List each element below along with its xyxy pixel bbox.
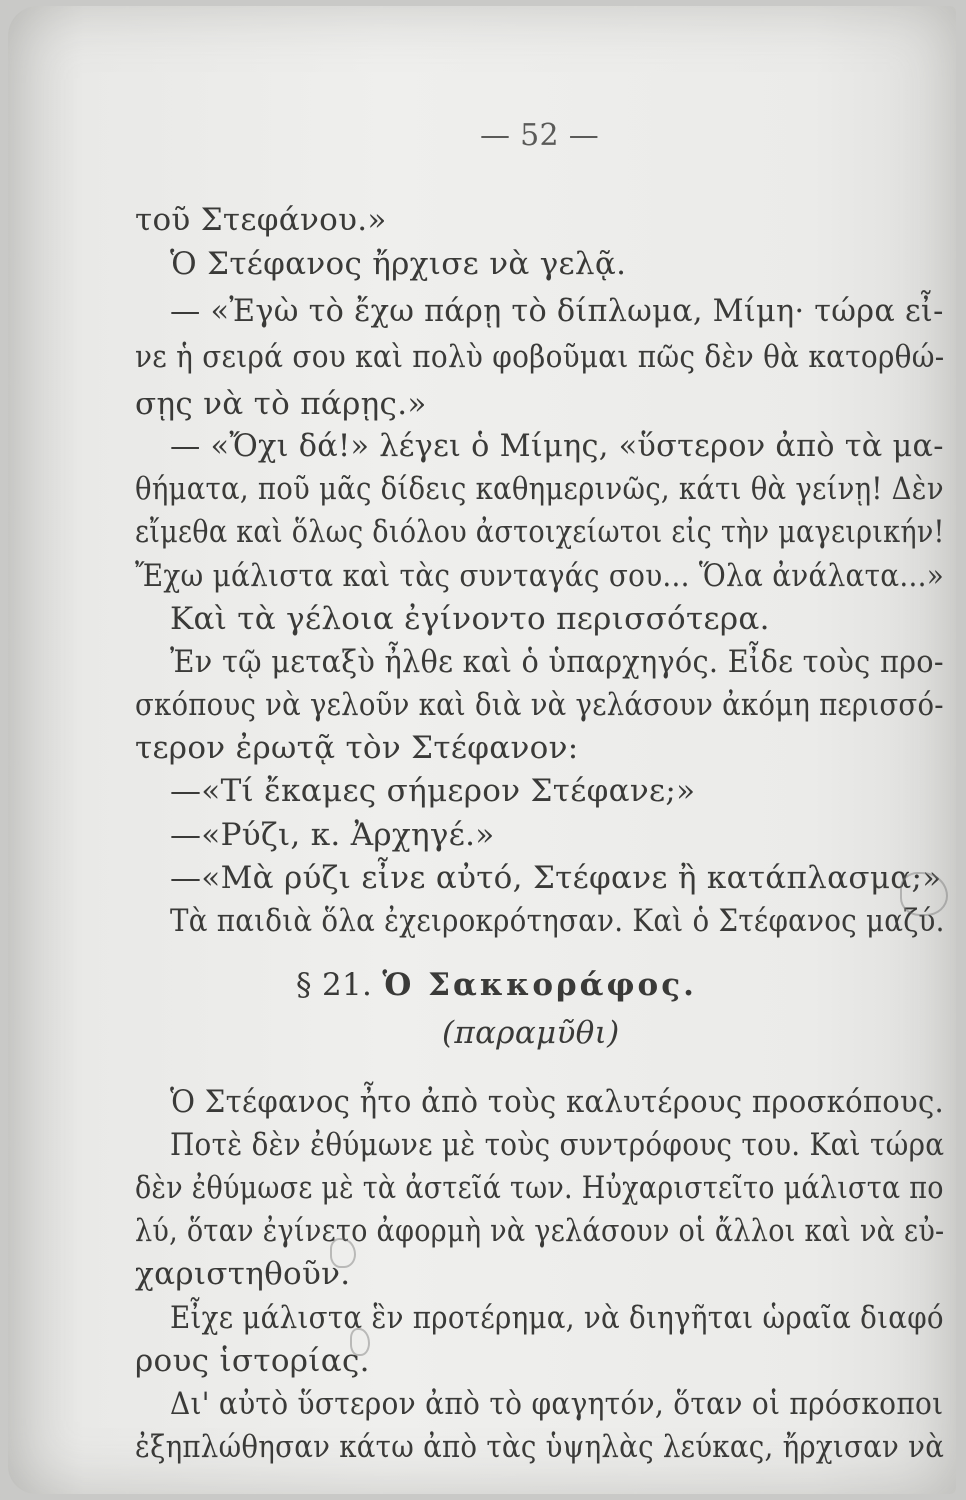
text-line: χαριστηθοῦν. (135, 1256, 351, 1292)
text-line: τοῦ Στεφάνου.» (135, 202, 387, 238)
section-number: § 21. (296, 967, 373, 1003)
text-line: Εἶχε μάλιστα ἓν προτέρημα, νὰ διηγῆται ὡραῖα διαφό (170, 1300, 944, 1336)
text-line: —«Τί ἔκαμες σήμερον Στέφανε;» (170, 773, 696, 809)
book-page (8, 6, 956, 1494)
text-line: — «Ὄχι δά!» λέγει ὁ Μίμης, «ὕστερον ἀπὸ τὰ μα- (170, 428, 944, 464)
text-line: Ὁ Στέφανος ἤρχισε νὰ γελᾷ. (170, 246, 627, 282)
text-line: σκόπους νὰ γελοῦν καὶ διὰ νὰ γελάσουν ἀκόμη περισσό- (135, 687, 944, 723)
text-line: ἐξηπλώθησαν κάτω ἀπὸ τὰς ὑψηλὰς λεύκας, ἤρχισαν νὰ (135, 1429, 945, 1465)
text-line: σῃς νὰ τὸ πάρῃς.» (135, 386, 427, 422)
text-line: Καὶ τὰ γέλοια ἐγίνοντο περισσότερα. (170, 601, 770, 637)
text-line: — «Ἐγὼ τὸ ἔχω πάρῃ τὸ δίπλωμα, Μίμη· τώρα εἶ- (170, 293, 944, 329)
text-line: Δι' αὐτὸ ὕστερον ἀπὸ τὸ φαγητόν, ὅταν οἱ πρόσκοποι (170, 1386, 944, 1422)
text-line: Τὰ παιδιὰ ὅλα ἐχειροκρότησαν. Καὶ ὁ Στέφανος μαζύ. (170, 903, 945, 939)
text-line: —«Μὰ ρύζι εἶνε αὐτό, Στέφανε ἢ κατάπλασμα;» (170, 860, 942, 896)
text-line: νε ἡ σειρά σου καὶ πολὺ φοβοῦμαι πῶς δὲν θὰ κατορθώ- (135, 339, 945, 375)
text-line: Ἔχω μάλιστα καὶ τὰς συνταγάς σου... Ὅλα ἀνάλατα...» (135, 558, 945, 594)
text-line: δὲν ἐθύμωσε μὲ τὰ ἀστεῖά των. Ηὐχαριστεῖτο μάλιστα πο (135, 1170, 944, 1206)
ink-blot (330, 1238, 356, 1268)
section-heading (296, 967, 697, 1003)
text-line: ρους ἱστορίας. (135, 1343, 370, 1379)
text-line: θήματα, ποῦ μᾶς δίδεις καθημερινῶς, κάτι θὰ γείνῃ! Δὲν (135, 471, 944, 507)
text-line: Ποτὲ δὲν ἐθύμωνε μὲ τοὺς συντρόφους του. Καὶ τώρα (170, 1127, 945, 1163)
ink-blot (900, 872, 948, 916)
section-title: Ὁ Σακκοράφος. (382, 967, 697, 1003)
section-subtitle: (παραμῦθι) (442, 1015, 620, 1051)
page-number: — 52 — (480, 118, 600, 153)
text-line: Ἐν τῷ μεταξὺ ἦλθε καὶ ὁ ὑπαρχηγός. Εἶδε τοὺς προ- (170, 644, 944, 680)
text-line: τερον ἐρωτᾷ τὸν Στέφανον: (135, 730, 579, 766)
text-line: λύ, ὅταν ἐγίνετο ἀφορμὴ νὰ γελάσουν οἱ ἄλλοι καὶ νὰ εὐ- (135, 1213, 945, 1249)
ink-blot (350, 1328, 370, 1356)
text-line: —«Ρύζι, κ. Ἀρχηγέ.» (170, 817, 495, 853)
text-line: εἴμεθα καὶ ὅλως διόλου ἀστοιχείωτοι εἰς τὴν μαγειρικήν! (135, 514, 945, 550)
text-line: Ὁ Στέφανος ἦτο ἀπὸ τοὺς καλυτέρους προσκόπους. (170, 1084, 945, 1120)
